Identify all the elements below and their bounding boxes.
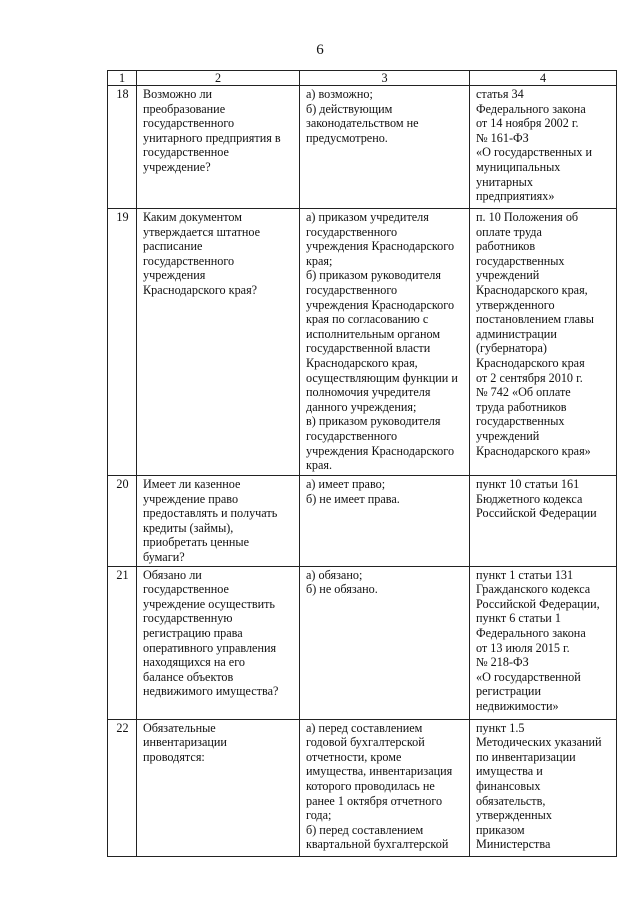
column-header: 2 xyxy=(137,71,300,86)
source-cell xyxy=(470,86,617,209)
row-number: 19 xyxy=(108,209,137,476)
source-text: пункт 1 статьи 131 Гражданского кодекса Российской Федерации, пункт 6 статьи 1 Федерального закона от 13 июля 2015 г. № 218-ФЗ «О государственной регистрации недвижимости» xyxy=(476,567,600,713)
column-header: 3 xyxy=(300,71,470,86)
answers-cell xyxy=(300,86,470,209)
table-row xyxy=(108,209,617,476)
answers-cell xyxy=(300,719,470,856)
table-row xyxy=(108,566,617,719)
table-row xyxy=(108,86,617,209)
question-cell xyxy=(137,719,300,856)
row-number: 20 xyxy=(108,476,137,567)
source-text: пункт 10 статьи 161 Бюджетного кодекса Российской Федерации xyxy=(476,477,597,521)
question-cell xyxy=(137,476,300,567)
question-cell xyxy=(137,209,300,476)
question-text: Каким документом утверждается штатное расписание государственного учреждения Краснодарского края? xyxy=(143,210,261,297)
answers-text: а) имеет право; б) не имеет права. xyxy=(306,477,400,506)
row-number: 21 xyxy=(108,566,137,719)
question-cell xyxy=(137,566,300,719)
question-text: Возможно ли преобразование государственного унитарного предприятия в государственное учреждение? xyxy=(143,87,281,174)
row-number: 22 xyxy=(108,719,137,856)
answers-cell xyxy=(300,209,470,476)
answers-cell xyxy=(300,566,470,719)
source-text: п. 10 Положения об оплате труда работников государственных учреждений Краснодарского края, утвержденного постановлением главы администрации (губернатора) Краснодарского края от 2 сентября 2010 г. № 742 «Об оплате труда работников государственных учреждений Краснодарского края» xyxy=(476,210,594,458)
row-number: 18 xyxy=(108,86,137,209)
source-text: пункт 1.5 Методических указаний по инвентаризации имущества и финансовых обязательств, утвержденных приказом Министерства xyxy=(476,720,602,852)
table-row xyxy=(108,476,617,567)
table-header-row xyxy=(108,71,617,86)
source-text: статья 34 Федерального закона от 14 ноября 2002 г. № 161-ФЗ «О государственных и муниципальных унитарных предприятиях» xyxy=(476,87,593,204)
answers-text: а) перед составлением годовой бухгалтерской отчетности, кроме имущества, инвентаризация которого проводилась не ранее 1 октября отчетного года; б) перед составлением квартальной бухгалтерской xyxy=(306,720,453,852)
table-row xyxy=(108,719,617,856)
questions-table xyxy=(107,70,617,857)
answers-text: а) приказом учредителя государственного учреждения Краснодарского края; б) приказом руководителя государственного учреждения Краснодарского края по согласованию с исполнительным органом государственной власти Краснодарского края, осуществляющим функции и полномочия учредителя данного учреждения; в) приказом руководителя государственного учреждения Краснодарского края. xyxy=(306,210,458,473)
answers-cell xyxy=(300,476,470,567)
page-number: 6 xyxy=(316,42,324,58)
question-text: Обязательные инвентаризации проводятся: xyxy=(143,720,227,764)
source-cell xyxy=(470,566,617,719)
answers-text: а) возможно; б) действующим законодательством не предусмотрено. xyxy=(306,87,419,145)
source-cell xyxy=(470,719,617,856)
source-cell xyxy=(470,476,617,567)
answers-text: а) обязано; б) не обязано. xyxy=(306,567,378,597)
column-header: 4 xyxy=(470,71,617,86)
source-cell xyxy=(470,209,617,476)
question-text: Обязано ли государственное учреждение осуществить государственную регистрацию права оперативного управления находящихся на его балансе объектов недвижимого имущества? xyxy=(143,567,279,699)
column-header: 1 xyxy=(108,71,137,86)
question-text: Имеет ли казенное учреждение право предоставлять и получать кредиты (займы), приобретать ценные бумаги? xyxy=(143,477,278,564)
question-cell xyxy=(137,86,300,209)
